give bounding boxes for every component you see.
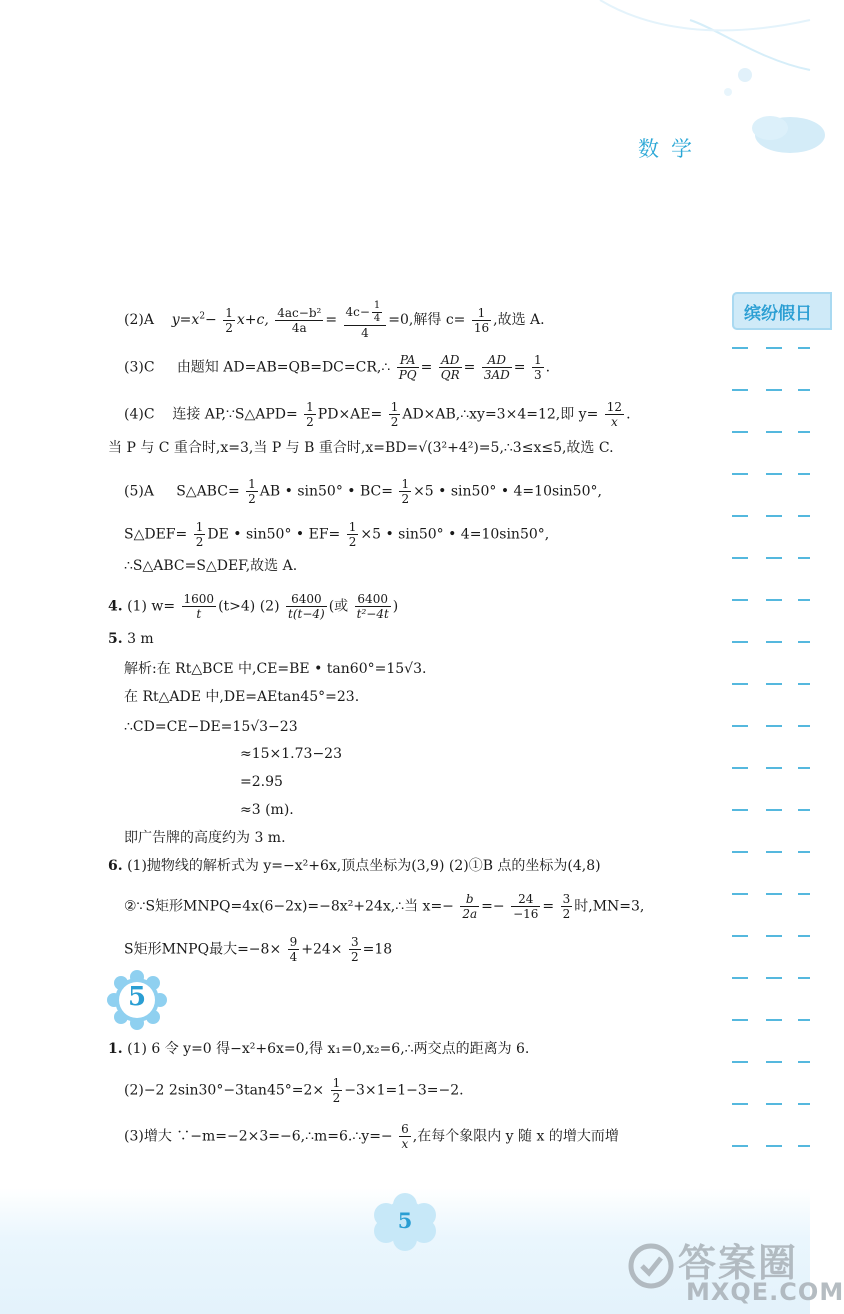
section5-q1-1 xyxy=(108,1040,529,1058)
fraction: $\frac{1}{2}$ xyxy=(390,400,399,429)
text-run: DE • sin50° • EF= xyxy=(207,526,341,543)
text-run: PD×AE= xyxy=(317,406,383,423)
text-run: (1) w= xyxy=(127,598,176,615)
text-run: ,故选 A. xyxy=(493,312,545,328)
q5-line-5: =2.95 xyxy=(240,774,283,790)
watermark-logo-icon xyxy=(624,1236,678,1306)
answer-q3-5-def xyxy=(124,520,549,549)
section-number: 5 xyxy=(127,982,147,1012)
fraction: $\frac{AD}{QR}$ xyxy=(440,353,460,382)
text-run: (t>4) (2) xyxy=(218,598,280,615)
answer-q6-line-2 xyxy=(124,892,644,921)
text-run: (1)抛物线的解析式为 y=−x²+6x,顶点坐标为(3,9) (2)①B 点的坐标为(4,8) xyxy=(127,858,601,874)
page-number-badge xyxy=(372,1193,438,1251)
answer-q6-line-3 xyxy=(124,935,392,964)
answer-q6 xyxy=(108,857,601,875)
q5-line-3: ∴CD=CE−DE=15√3−23 xyxy=(124,719,298,735)
q5-line-4: ≈15×1.73−23 xyxy=(240,746,342,762)
watermark xyxy=(618,1232,844,1314)
section5-q1-2 xyxy=(124,1076,464,1105)
text-run: ) xyxy=(392,598,399,615)
watermark-text: 答案圈 xyxy=(678,1241,799,1285)
item-tag: (2)A xyxy=(124,312,154,328)
text-run: = xyxy=(420,359,433,376)
text-run: 连接 AP,∵S△APD= xyxy=(172,406,298,423)
text-run: − xyxy=(205,312,217,328)
q5-line-1: 解析:在 Rt△BCE 中,CE=BE • tan60°=15√3. xyxy=(124,661,427,677)
item-tag: (3)C xyxy=(124,359,155,376)
fraction: $\frac{1}{2}$ xyxy=(332,1076,341,1105)
side-tab xyxy=(732,292,832,330)
text-run: S矩形MNPQ最大=−8× xyxy=(124,941,282,958)
fraction: $\frac{AD}{3AD}$ xyxy=(483,353,510,382)
answer-q3-4-continued: 当 P 与 C 重合时,x=3,当 P 与 B 重合时,x=BD=√(3²+4²)=5,∴3≤x≤5,故选 C. xyxy=(108,440,614,456)
fraction: $\frac{9}{4}$ xyxy=(289,935,298,964)
question-number: 6. xyxy=(108,858,123,874)
side-tab-label: 缤纷假日 xyxy=(744,304,812,324)
text-run: = xyxy=(513,359,526,376)
text-run: S△DEF= xyxy=(124,526,188,543)
fraction: $\frac{1}{2}$ xyxy=(195,520,204,549)
text-run: =18 xyxy=(362,941,393,958)
text-run: (或 xyxy=(328,598,349,615)
text-run: = xyxy=(542,898,555,915)
q5-line-6: ≈3 (m). xyxy=(240,802,294,818)
text-run: =0,解得 c= xyxy=(388,312,466,328)
answer-q3-5 xyxy=(124,477,602,506)
answer-q3-2: (2)A $y=x^2-$ $\frac{1}{2}$ x+c, $\frac{\text{4ac−b²}}{4a}$ = 4c− $\frac{1}{4}$ 4 =0,解得 c= $\frac{1}{16}$ ,故选 A. xyxy=(124,300,545,340)
fraction: $\frac{12}{x}$ xyxy=(606,400,623,429)
answer-q3-4 xyxy=(124,400,631,429)
section-badge xyxy=(108,971,166,1029)
fraction: $\frac{3}{2}$ xyxy=(351,935,359,964)
text-run: ②∵S矩形MNPQ=4x(6−2x)=−8x²+24x,∴当 x=− xyxy=(124,898,454,915)
fraction: $\frac{1}{2}$ xyxy=(248,477,256,506)
section5-q1-3 xyxy=(124,1122,619,1151)
text-run: 时,MN=3, xyxy=(574,898,645,915)
answer-q5 xyxy=(108,630,154,648)
text-run: 由题知 AD=AB=QB=DC=CR,∴ xyxy=(176,359,391,376)
text-run: (1) 6 令 y=0 得−x²+6x=0,得 x₁=0,x₂=6,∴两交点的距离为 6. xyxy=(127,1041,530,1057)
text-run: =− xyxy=(481,898,505,915)
subject-title: 数学 xyxy=(638,137,704,161)
fraction: $\frac{PA}{PQ}$ xyxy=(398,353,417,382)
q5-line-7: 即广告牌的高度约为 3 m. xyxy=(124,830,286,846)
text-run: = xyxy=(463,359,476,376)
q5-line-2: 在 Rt△ADE 中,DE=AEtan45°=23. xyxy=(124,689,360,705)
fraction: $\frac{6}{x}$ xyxy=(401,1122,409,1151)
fraction: $\frac{6400}{\text{t²−4t}}$ xyxy=(356,592,389,621)
watermark-url: MXQE.COM xyxy=(686,1278,844,1306)
text-run: +24× xyxy=(301,941,343,958)
question-number: 4. xyxy=(108,598,123,615)
text-run: . xyxy=(545,359,551,376)
text-run: ×5 • sin50° • 4=10sin50°, xyxy=(413,483,602,500)
item-tag: (4)C xyxy=(124,406,155,423)
question-number: 5. xyxy=(108,631,123,647)
page-number: 5 xyxy=(397,1208,413,1233)
fraction: $\frac{\text{4ac−b²}}{4a}$ xyxy=(277,305,322,335)
answer-q3-3 xyxy=(124,353,550,382)
text-run: ×5 • sin50° • 4=10sin50°, xyxy=(360,526,550,543)
fraction: $\frac{3}{2}$ xyxy=(562,892,571,921)
text-run: S△ABC= xyxy=(176,483,240,500)
text-run: ,在每个象限内 y 随 x 的增大而增 xyxy=(412,1128,619,1145)
fraction: $\frac{1}{16}$ xyxy=(473,305,490,335)
fraction: $\frac{1}{2}$ xyxy=(348,520,357,549)
text-run: = xyxy=(325,312,338,328)
fraction: $\frac{24}{-16}$ xyxy=(513,892,539,921)
fraction: $\frac{1}{2}$ xyxy=(306,400,314,429)
text-run: −3×1=1−3=−2. xyxy=(344,1082,464,1099)
text-run: (3)增大 ∵−m=−2×3=−6,∴m=6.∴y=− xyxy=(124,1128,393,1145)
answer-q3-5-conclusion: ∴S△ABC=S△DEF,故选 A. xyxy=(124,558,298,574)
fraction: $\frac{1}{2}$ xyxy=(225,305,233,335)
text-run: x+c, xyxy=(236,312,269,328)
fraction: $\frac{1}{3}$ xyxy=(533,353,542,382)
text-run: AD×AB,∴xy=3×4=12,即 y= xyxy=(402,406,599,423)
text-run: (2)−2 2sin30°−3tan45°=2× xyxy=(124,1082,325,1099)
item-tag: (5)A xyxy=(124,483,154,500)
text-run: y=x xyxy=(171,312,200,328)
fraction: $\frac{1600}{t}$ xyxy=(183,592,215,621)
answer-q4 xyxy=(108,592,398,621)
fraction: $\frac{6400}{t(t-4)}$ xyxy=(288,592,325,621)
text-run: 3 m xyxy=(127,631,154,647)
fraction: 4c− $\frac{1}{4}$ 4 xyxy=(344,300,387,340)
question-number: 1. xyxy=(108,1041,123,1057)
fraction: $\frac{b}{2a}$ xyxy=(462,892,478,921)
fraction: $\frac{1}{2}$ xyxy=(401,477,410,506)
text-run: AB • sin50° • BC= xyxy=(259,483,393,500)
margin-dashes xyxy=(726,338,810,1158)
text-run: . xyxy=(626,406,631,423)
